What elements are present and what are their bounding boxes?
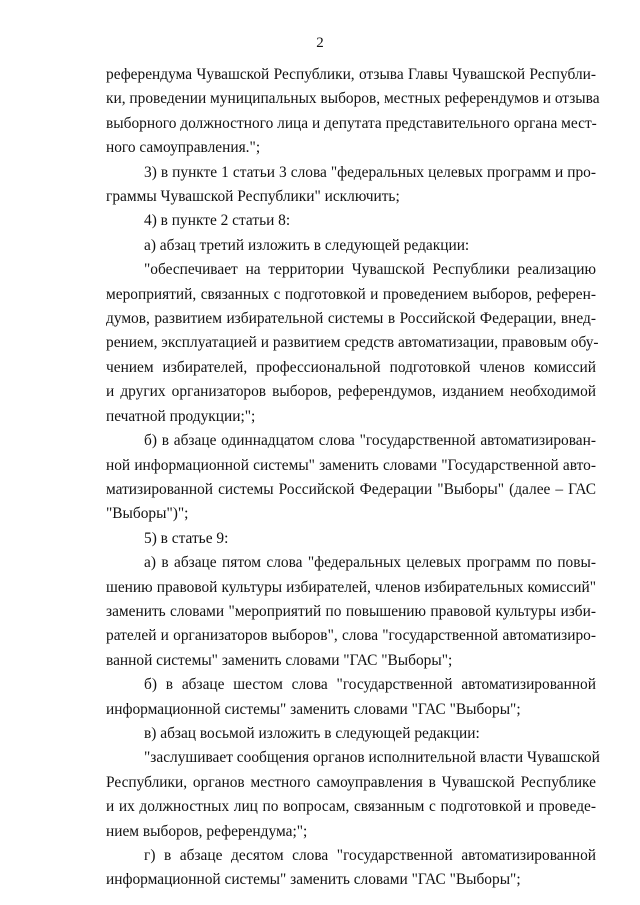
paragraph-item-3 bbox=[106, 161, 596, 210]
text-line: шению правовой культуры избирателей, членов избирательных комиссий" bbox=[106, 578, 596, 596]
text-line: 3) в пункте 1 статьи 3 слова "федеральных целевых программ и про- bbox=[144, 163, 596, 181]
page-number: 2 bbox=[316, 35, 324, 51]
text-line: чением избирателей, профессиональной подготовкой членов комиссий bbox=[106, 358, 596, 376]
text-line: г) в абзаце десятом слова "государственной автоматизированной bbox=[144, 847, 596, 864]
text-line: рением, эксплуатацией и развитием средств автоматизации, правовым обу- bbox=[106, 334, 599, 352]
paragraph-item-4b bbox=[106, 429, 596, 527]
text-line: а) абзац третий изложить в следующей редакции: bbox=[144, 236, 470, 254]
text-line: и других организаторов выборов, референдумов, изданием необходимой bbox=[106, 383, 596, 401]
text-line: выборного должностного лица и депутата представительного органа мест- bbox=[106, 114, 597, 132]
paragraph-continuation bbox=[106, 63, 600, 161]
paragraph-quote-4a bbox=[106, 258, 599, 429]
text-line: "заслушивает сообщения органов исполнительной власти Чувашской bbox=[144, 749, 600, 767]
paragraph-item-5b bbox=[106, 673, 596, 722]
paragraph-item-5g bbox=[106, 844, 596, 893]
text-line: ванной системы" заменить словами "ГАС "Выборы"; bbox=[106, 651, 453, 669]
text-line: и их должностных лиц по вопросам, связанным с подготовкой и проведе- bbox=[106, 798, 596, 816]
text-line: а) в абзаце пятом слова "федеральных целевых программ по повы- bbox=[144, 554, 596, 572]
text-line: ного самоуправления."; bbox=[106, 139, 261, 157]
paragraph-item-4 bbox=[106, 209, 596, 233]
text-line: думов, развитием избирательной системы в Российской Федерации, внед- bbox=[106, 310, 596, 328]
text-line: рателей и организаторов выборов", слова "государственной автоматизиро- bbox=[106, 627, 596, 645]
paragraph-item-4a bbox=[106, 234, 596, 258]
text-line: в) абзац восьмой изложить в следующей редакции: bbox=[144, 724, 480, 742]
paragraph-item-5v bbox=[106, 722, 596, 746]
text-line: Республики, органов местного самоуправления в Чувашской Республике bbox=[106, 773, 596, 791]
text-line: б) в абзаце шестом слова "государственной автоматизированной bbox=[144, 676, 596, 694]
text-line: заменить словами "мероприятий по повышению правовой культуры изби- bbox=[106, 602, 596, 620]
paragraph-item-5 bbox=[106, 527, 596, 551]
text-line: печатной продукции;"; bbox=[106, 407, 256, 425]
text-line: ной информационной системы" заменить словами "Государственной авто- bbox=[106, 456, 596, 474]
text-line: ки, проведении муниципальных выборов, местных референдумов и отзыва bbox=[106, 90, 600, 108]
text-line: информационной системы" заменить словами "ГАС "Выборы"; bbox=[106, 700, 521, 718]
text-line: референдума Чувашской Республики, отзыва Главы Чувашской Республи- bbox=[106, 66, 596, 83]
text-line: информационной системы" заменить словами "ГАС "Выборы"; bbox=[106, 871, 521, 889]
text-line: граммы Чувашской Республики" исключить; bbox=[106, 188, 400, 206]
text-line: 5) в статье 9: bbox=[144, 529, 229, 547]
text-line: нием выборов, референдума;"; bbox=[106, 822, 308, 840]
document-body bbox=[106, 63, 600, 893]
text-line: 4) в пункте 2 статьи 8: bbox=[144, 212, 291, 230]
text-line: матизированной системы Российской Федерации "Выборы" (далее – ГАС bbox=[106, 480, 596, 498]
paragraph-quote-5v bbox=[106, 746, 600, 844]
text-line: "Выборы")"; bbox=[106, 505, 189, 523]
text-line: "обеспечивает на территории Чувашской Республики реализацию bbox=[144, 261, 596, 279]
text-line: мероприятий, связанных с подготовкой и проведением выборов, референ- bbox=[106, 285, 596, 303]
text-line: б) в абзаце одиннадцатом слова "государственной автоматизирован- bbox=[144, 432, 596, 450]
paragraph-item-5a bbox=[106, 551, 596, 673]
